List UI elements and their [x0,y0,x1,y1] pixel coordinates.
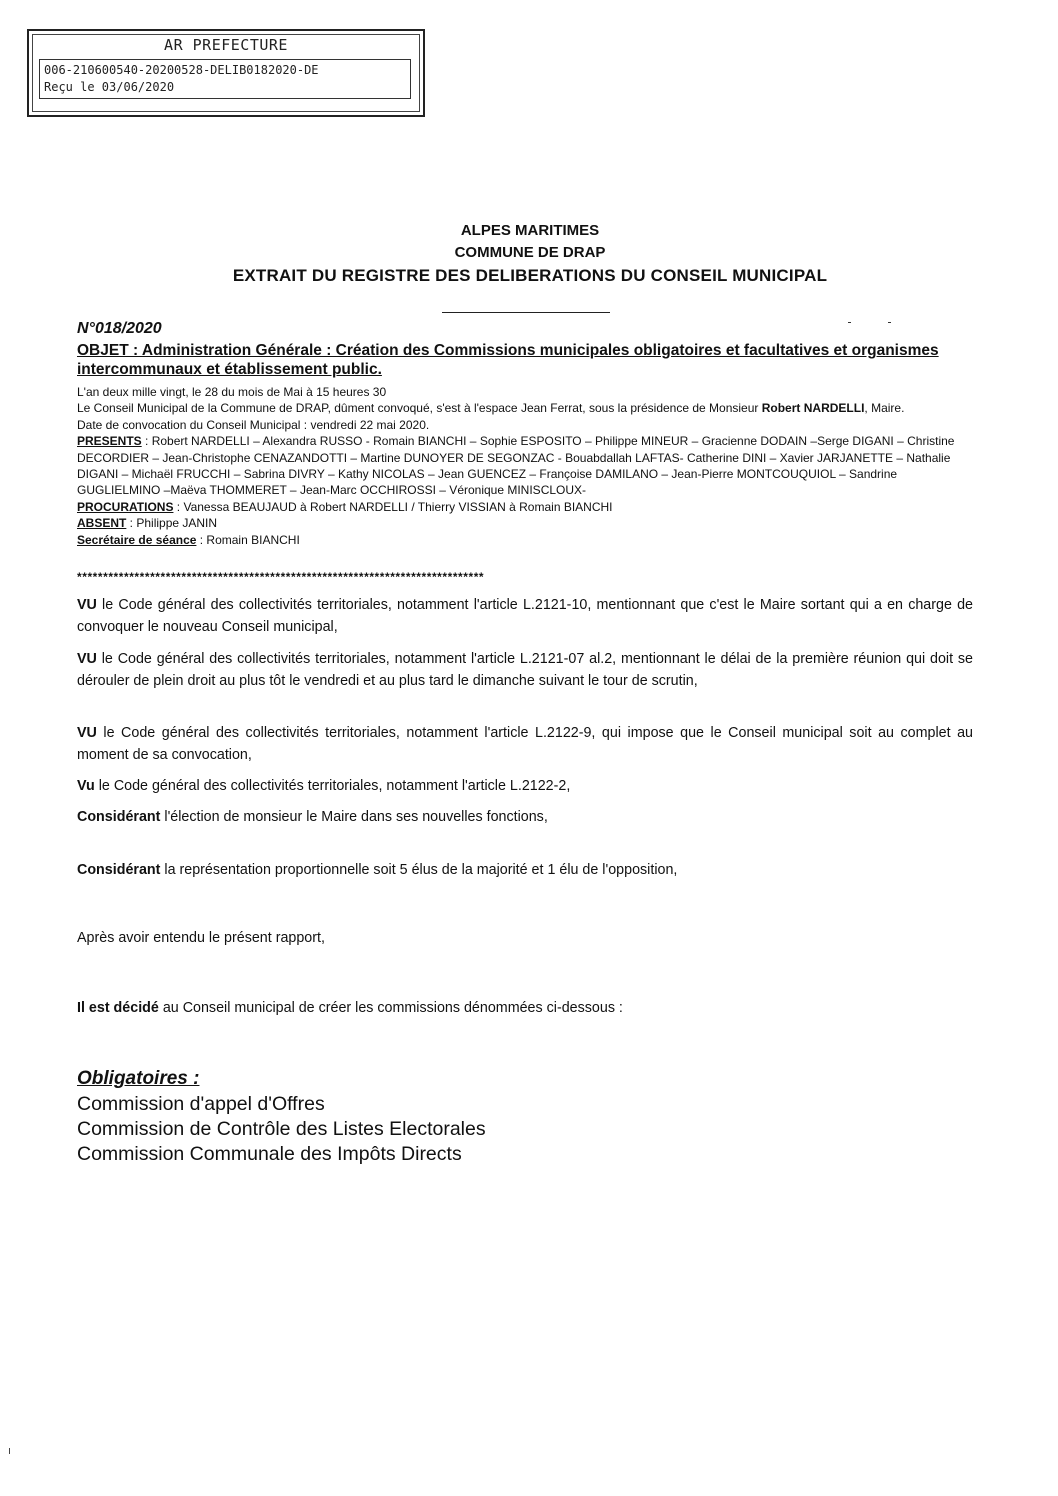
president-name: Robert NARDELLI [761,401,865,416]
scan-mark [888,322,891,323]
paragraph-text: la représentation proportionnelle soit 5 élus de la majorité et 1 élu de l'opposition, [160,862,678,878]
scan-mark [848,322,851,323]
absent-label: ABSENT [77,516,127,531]
document-header [150,220,910,288]
presents-label: PRESENTS [77,434,142,449]
session-date: L'an deux mille vingt, le 28 du mois de Mai à 15 heures 30 [77,385,387,399]
paragraph-vu-3 [77,722,973,766]
paragraph-lead: Considérant [77,809,161,825]
procurations-label: PROCURATIONS [77,499,174,514]
list-item: Commission Communale des Impôts Directs [77,1143,462,1165]
paragraph-vu-4 [77,775,973,797]
paragraph-text: le Code général des collectivités territoriales, notamment l'article L.2121-10, mentionnant que c'est le Maire sortant qui a en charge de convoquer le nouveau Conseil municipal, [77,597,973,635]
scan-mark [9,1448,10,1454]
stamp-received-date: Reçu le 03/06/2020 [44,80,175,94]
paragraph-text: au Conseil municipal de créer les commissions dénommées ci-dessous : [158,1000,623,1016]
absent-name: : Philippe JANIN [126,516,218,531]
absent-line [77,515,977,531]
presents-names: : Robert NARDELLI – Alexandra RUSSO - Romain BIANCHI – Sophie ESPOSITO – Philippe MINEUR – Gracienne DODAIN –Serge DIGANI – Christine DECORDIER – Jean-Christophe CENAZANDOTTI – Martine DUNOYER DE SEGONZAC - Bouabdallah LAFTAS- Catherine DINI – Xavier JARJANETTE – Nathalie DIGANI – Michaël FRUCCHI – Sabrina DIVRY – Kathy NICOLAS – Jean GUENCEZ – Françoise DAMILANO – Jean-Pierre MONTCOUQUIOL – Sandrine GUGLIELMINO –Maëva THOMMERET – Jean-Marc OCCHIROSSI – Véronique MINISCLOUX- [77,434,955,498]
convocation-date: Date de convocation du Conseil Municipal : vendredi 22 mai 2020. [77,417,430,432]
stamp-details [39,59,411,99]
paragraph-text: le Code général des collectivités territoriales, notamment l'article L.2121-07 al.2, mentionnant le délai de la première réunion qui doit se dérouler de plein droit au plus tôt le vendredi et au plus tard le dimanche suivant le tour de scrutin, [77,651,973,689]
paragraph-text: l'élection de monsieur le Maire dans ses nouvelles fonctions, [160,809,548,825]
paragraph-text: le Code général des collectivités territoriales, notamment l'article L.2122-9, qui impose que le Conseil municipal soit au complet au moment de sa convocation, [77,725,973,763]
president-title: , Maire. [864,401,905,416]
paragraph-decision [77,997,973,1019]
session-council [77,400,977,416]
header-title: EXTRAIT DU REGISTRE DES DELIBERATIONS DU CONSEIL MUNICIPAL [232,266,828,285]
paragraph-vu-2 [77,648,973,692]
deliberation-objet: OBJET : Administration Générale : Création des Commissions municipales obligatoires et facultatives et organismes intercommunaux et établissement public. [77,342,939,378]
session-details [77,384,977,548]
paragraph-vu-1 [77,594,973,638]
header-divider [442,312,610,313]
prefecture-stamp [27,29,425,117]
paragraph-text: Après avoir entendu le présent rapport, [77,930,325,946]
stamp-title: AR PREFECTURE [164,36,288,54]
council-text: Le Conseil Municipal de la Commune de DRAP, dûment convoqué, s'est à l'espace Jean Ferrat, sous la présidence de Monsieur [77,401,762,416]
paragraph-lead: VU [77,725,97,741]
paragraph-lead: Vu [77,778,95,794]
list-item: Commission de Contrôle des Listes Electorales [77,1118,486,1140]
procurations-line [77,499,977,515]
paragraph-lead: VU [77,651,97,667]
header-commune: COMMUNE DE DRAP [454,244,606,261]
paragraph-lead: Il est décidé [77,1000,159,1016]
separator-stars: ****************************************************************************** [77,570,485,584]
paragraph-lead: Considérant [77,862,161,878]
paragraph-considerant-1 [77,806,973,828]
deliberation-number: N°018/2020 [77,320,162,337]
paragraph-considerant-2 [77,859,973,881]
secretaire-name: : Romain BIANCHI [196,532,300,547]
presents-list [77,433,977,499]
list-item: Commission d'appel d'Offres [77,1093,325,1115]
paragraph-text: le Code général des collectivités territoriales, notamment l'article L.2122-2, [94,778,571,794]
paragraph-rapport [77,927,973,949]
procurations-text: : Vanessa BEAUJAUD à Robert NARDELLI / Thierry VISSIAN à Romain BIANCHI [173,499,613,514]
stamp-reference: 006-210600540-20200528-DELIB0182020-DE [44,63,319,77]
obligatoires-heading: Obligatoires : [77,1068,200,1089]
paragraph-lead: VU [77,597,97,613]
secretaire-line [77,532,977,548]
secretaire-label: Secrétaire de séance [77,532,197,547]
header-department: ALPES MARITIMES [460,222,600,239]
